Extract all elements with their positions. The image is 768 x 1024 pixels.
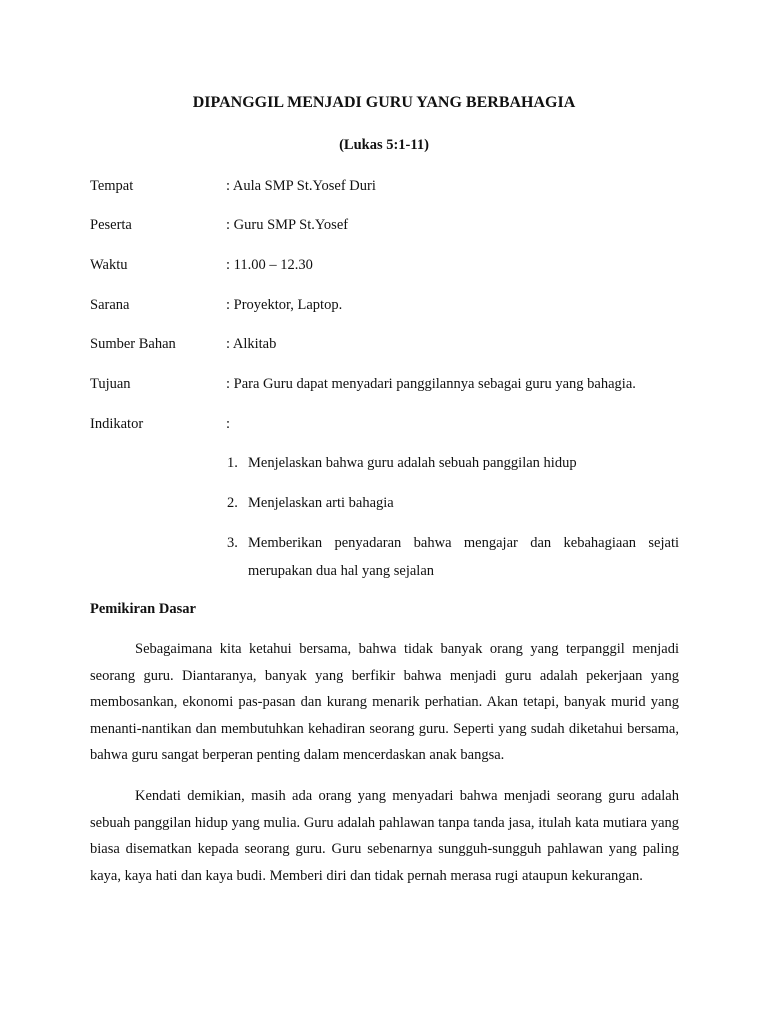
- info-label: Waktu: [90, 257, 128, 273]
- indicator-number: 1.: [227, 455, 238, 471]
- info-row-waktu: [90, 254, 690, 276]
- info-label: Sumber Bahan: [90, 336, 176, 352]
- indicator-text: Menjelaskan arti bahagia: [248, 495, 394, 511]
- info-value: :: [226, 416, 231, 432]
- info-row-tempat: [90, 175, 690, 197]
- indicator-text: Menjelaskan bahwa guru adalah sebuah panggilan hidup: [248, 455, 577, 471]
- indicator-number: 2.: [227, 495, 238, 511]
- indicator-number: 3.: [227, 535, 238, 551]
- info-row-peserta: [90, 214, 690, 236]
- info-label: Indikator: [90, 416, 144, 432]
- section-heading: Pemikiran Dasar: [90, 601, 196, 617]
- indicator-text: Memberikan penyadaran bahwa mengajar dan kebahagiaan sejati merupakan dua hal yang sejalan: [248, 535, 679, 579]
- info-value: : Para Guru dapat menyadari panggilannya sebagai guru yang bahagia.: [226, 376, 636, 392]
- info-label: Peserta: [90, 217, 132, 233]
- info-value: : Aula SMP St.Yosef Duri: [226, 178, 376, 194]
- info-value: : Guru SMP St.Yosef: [226, 217, 349, 233]
- info-label: Tujuan: [90, 376, 131, 392]
- info-label: Tempat: [90, 178, 134, 194]
- info-row-sarana: [90, 294, 690, 316]
- body-paragraph: Kendati demikian, masih ada orang yang menyadari bahwa menjadi seorang guru adalah sebuah panggilan hidup yang mulia. Guru adalah pahlawan tanpa tanda jasa, itulah kata mutiara yang biasa disematkan kepada seorang guru. Guru sebenarnya sungguh-sungguh pahlawan yang paling kaya, kaya hati dan kaya budi. Memberi diri dan tidak pernah merasa rugi ataupun kekurangan.: [90, 788, 679, 884]
- info-value: : Alkitab: [226, 336, 277, 352]
- document-subtitle: (Lukas 5:1-11): [339, 137, 429, 153]
- info-row-tujuan: [90, 373, 690, 395]
- info-value: : Proyektor, Laptop.: [226, 297, 343, 313]
- info-row-indikator: [90, 413, 690, 435]
- body-paragraph: Sebagaimana kita ketahui bersama, bahwa tidak banyak orang yang terpanggil menjadi seorang guru. Diantaranya, banyak yang berfikir bahwa menjadi guru adalah pekerjaan yang membosankan, ekonomi pas-pasan dan kurang menarik perhatian. Akan tetapi, banyak murid yang menanti-nantikan dan membutuhkan kehadiran seorang guru. Seperti yang sudah diketahui bersama, bahwa guru sangat berperan penting dalam mencerdaskan anak bangsa.: [90, 641, 679, 764]
- document-title: DIPANGGIL MENJADI GURU YANG BERBAHAGIA: [192, 94, 576, 111]
- info-label: Sarana: [90, 297, 130, 313]
- info-row-sumber-bahan: [90, 333, 690, 355]
- info-value: : 11.00 – 12.30: [226, 257, 313, 273]
